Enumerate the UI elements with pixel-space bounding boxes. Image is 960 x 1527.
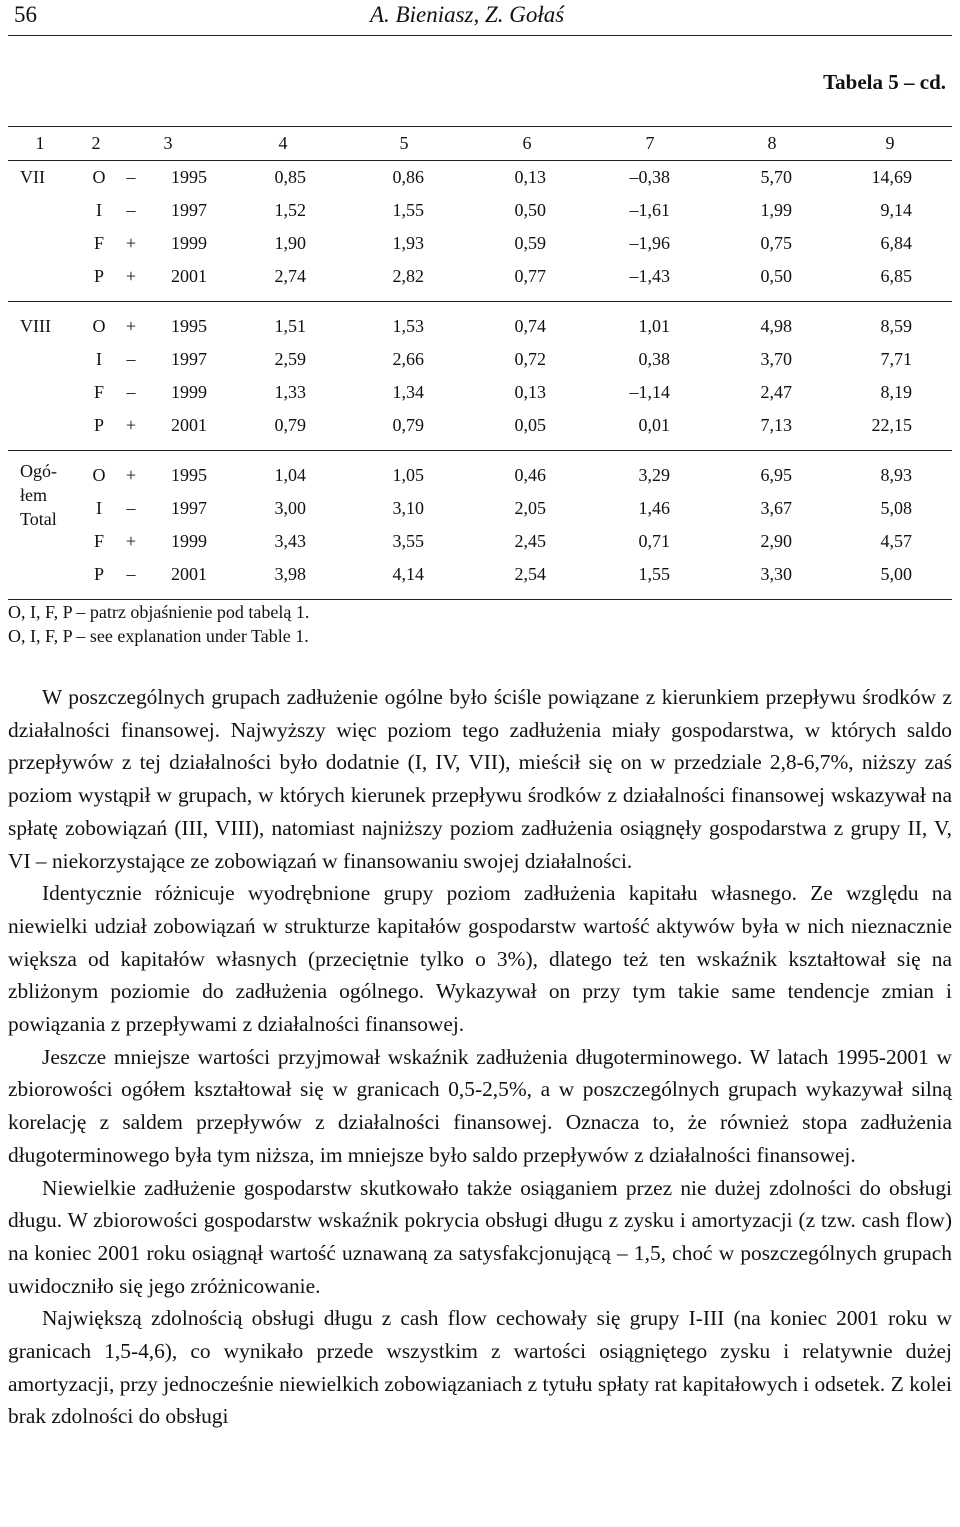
table-cell: 0,01 xyxy=(638,415,670,435)
table-cell: –1,43 xyxy=(629,266,670,286)
table-cell: 3,67 xyxy=(760,498,792,518)
table-cell: 0,50 xyxy=(760,266,792,286)
header-cell: 4 xyxy=(278,133,288,153)
group-label: VIII xyxy=(20,316,51,336)
paragraph: Identycznie różnicuje wyodrębnione grupy poziom zadłużenia kapitału własnego. Ze względu na niewielki udział zobowiązań w strukturze kapitałów gospodarstw wartość aktywów była w nich nieznacznie większa od kapitałów własnych (przeciętnie tylko o 3%), dlatego też ten wskaźnik kształtował się na zbliżonym poziomie do zadłużenia ogólnego. Wykazywał on przy tym takie same tendencje zmian i powiązania z przepływami z działalności finansowej. xyxy=(8,881,952,1037)
table-cell: 7,71 xyxy=(880,349,912,369)
group-label: VII xyxy=(20,167,45,187)
group-label: Ogó- łem Total xyxy=(20,461,57,529)
paragraph: W poszczególnych grupach zadłużenie ogólne było ściśle powiązane z kierunkiem przepływu środków z działalności finansowej. Najwyższy więc poziom tego zadłużenia miały gospodarstwa, w których saldo przepływów z tej działalności było dodatnie (I, IV, VII), mieścił się on w przedziale 2,8-6,7%, niższy zaś poziom wystąpił w grupach, w których kierunek przepływu środków z działalności finansowej wskazywał na spłatę zobowiązań (III, VIII), natomiast najniższy poziom zadłużenia osiągnęły gospodarstwa z grupy II, V, VI – niekorzystające ze zobowiązań w finansowaniu swojej działalności. xyxy=(8,685,952,873)
table-cell: 8,59 xyxy=(880,316,912,336)
table-cell: 0,59 xyxy=(514,233,546,253)
paragraph: Największą zdolnością obsługi długu z cash flow cechowały się grupy I-III (na koniec 2001 roku w granicach 1,5-4,6), co wynikało przede wszystkim z wartości osiągniętego zysku i relatywnie dużej amortyzacji, przy jednocześnie niewielkich zobowiązaniach z tytułu spłaty rat kapitałowych i odsetek. Z kolei brak zdolności do obsługi xyxy=(8,1306,952,1429)
table-cell: + xyxy=(125,233,137,253)
table-cell: 8,19 xyxy=(880,382,912,402)
table-cell: 0,79 xyxy=(392,415,424,435)
table-cell: 2,45 xyxy=(514,531,546,551)
table-cell: 0,05 xyxy=(514,415,546,435)
table-cell: 1,99 xyxy=(760,200,792,220)
table-cell: 9,14 xyxy=(880,200,912,220)
table-cell: 3,43 xyxy=(274,531,306,551)
table-cell: 2,59 xyxy=(274,349,306,369)
table-cell: 0,79 xyxy=(274,415,306,435)
table-cell: P xyxy=(93,415,104,435)
table-cell: 0,86 xyxy=(392,167,424,187)
table-cell: 1,34 xyxy=(392,382,424,402)
table-row xyxy=(8,376,952,409)
table-cell: 1,04 xyxy=(274,465,306,485)
table-cell: + xyxy=(125,415,137,435)
table-group xyxy=(8,301,952,450)
table-cell: – xyxy=(126,200,136,220)
header-cell: 2 xyxy=(91,133,101,153)
group-spacer xyxy=(8,442,952,450)
table-cell: 2,47 xyxy=(760,382,792,402)
body-text xyxy=(8,681,952,1433)
table-cell: P xyxy=(93,564,104,584)
table-cell: 4,14 xyxy=(392,564,424,584)
table-cell: 1,46 xyxy=(638,498,670,518)
table-cell: 2,66 xyxy=(392,349,424,369)
table-cell: 2,54 xyxy=(514,564,546,584)
table-cell: 3,30 xyxy=(760,564,792,584)
table-cell: 2001 xyxy=(171,266,207,286)
table-cell: 0,72 xyxy=(514,349,546,369)
table-cell: 0,13 xyxy=(514,167,546,187)
note-english: O, I, F, P – see explanation under Table 1. xyxy=(8,626,309,646)
table-cell: 1999 xyxy=(171,233,207,253)
table-cell: 1,01 xyxy=(638,316,670,336)
table-cell: 7,13 xyxy=(760,415,792,435)
page-number: 56 xyxy=(14,2,37,27)
table-cell: 2001 xyxy=(171,415,207,435)
table-cell: 0,46 xyxy=(514,465,546,485)
table-cell: 1,52 xyxy=(274,200,306,220)
table-row xyxy=(8,310,952,343)
table-cell: 0,13 xyxy=(514,382,546,402)
table-cell: 1995 xyxy=(171,167,207,187)
table-cell: F xyxy=(93,531,104,551)
table-cell: 4,57 xyxy=(880,531,912,551)
data-table xyxy=(8,126,952,600)
header-cell: 1 xyxy=(35,133,45,153)
table-cell: 3,10 xyxy=(392,498,424,518)
paragraph: Niewielkie zadłużenie gospodarstw skutkowało także osiąganiem przez nie dużej zdolności do obsługi długu. W zbiorowości gospodarstw wskaźnik pokrycia obsługi długu z zysku i amortyzacji (z tzw. cash flow) na koniec 2001 roku osiągnął wartość uznawaną za satysfakcjonującą – 1,5, choć w poszczególnych grupach uwidoczniło się jego zróżnicowanie. xyxy=(8,1175,952,1298)
note-polish: O, I, F, P – patrz objaśnienie pod tabelą 1. xyxy=(8,602,310,622)
table-cell: O xyxy=(92,465,106,485)
table-cell: – xyxy=(126,167,136,187)
table-cell: 1997 xyxy=(171,349,207,369)
table-cell: 2,74 xyxy=(274,266,306,286)
table-cell: –1,14 xyxy=(629,382,670,402)
table-cell: –0,38 xyxy=(629,167,670,187)
paragraph: Jeszcze mniejsze wartości przyjmował wskaźnik zadłużenia długoterminowego. W latach 1995-2001 w zbiorowości ogółem kształtował się w granicach 0,5-2,5%, a w poszczególnych grupach wykazywał silną korelację z saldem przepływów z działalności finansowej. Oznacza to, że również stopa zadłużenia długoterminowego była tym niższa, im mniejsze było saldo przepływów z działalności finansowej. xyxy=(8,1044,952,1167)
table-cell: 0,77 xyxy=(514,266,546,286)
table-cell: 2001 xyxy=(171,564,207,584)
table-cell: I xyxy=(96,200,102,220)
table-cell: I xyxy=(96,498,102,518)
table-cell: 1997 xyxy=(171,200,207,220)
table-cell: 5,08 xyxy=(880,498,912,518)
table-cell: –1,96 xyxy=(629,233,670,253)
header-cell: 3 xyxy=(163,133,173,153)
table-cell: O xyxy=(92,316,106,336)
header-cell: 7 xyxy=(645,133,655,153)
header-cell: 9 xyxy=(885,133,895,153)
header-cell: 5 xyxy=(399,133,409,153)
table-cell: 3,55 xyxy=(392,531,424,551)
running-head: A. Bieniasz, Z. Gołaś xyxy=(370,2,565,27)
table-group xyxy=(8,161,952,301)
page-header xyxy=(0,0,960,36)
table-cell: 2,90 xyxy=(760,531,792,551)
table-cell: 1995 xyxy=(171,465,207,485)
table-cell: 1999 xyxy=(171,531,207,551)
table-cell: F xyxy=(93,382,104,402)
table-cell: 6,95 xyxy=(760,465,792,485)
table-cell: + xyxy=(125,531,137,551)
table-cell: 3,00 xyxy=(274,498,306,518)
group-spacer xyxy=(8,591,952,599)
table-cell: 0,50 xyxy=(514,200,546,220)
table-cell: 0,74 xyxy=(514,316,546,336)
table-cell: 6,85 xyxy=(880,266,912,286)
table-cell: – xyxy=(126,498,136,518)
table-cell: 1,90 xyxy=(274,233,306,253)
table-cell: – xyxy=(126,564,136,584)
table-cell: 5,70 xyxy=(760,167,792,187)
table-cell: P xyxy=(93,266,104,286)
table-cell: 1997 xyxy=(171,498,207,518)
table-cell: 0,85 xyxy=(274,167,306,187)
table-cell: 0,75 xyxy=(760,233,792,253)
table-cell: + xyxy=(125,465,137,485)
header-cell: 8 xyxy=(767,133,777,153)
table-cell: I xyxy=(96,349,102,369)
table-cell: 4,98 xyxy=(760,316,792,336)
table-notes xyxy=(8,600,309,648)
group-spacer xyxy=(8,293,952,301)
table-cell: + xyxy=(125,316,137,336)
table-title: Tabela 5 – cd. xyxy=(823,70,946,94)
table-cell: 22,15 xyxy=(871,415,912,435)
table-body xyxy=(8,161,952,599)
table-cell: 1999 xyxy=(171,382,207,402)
table-cell: 2,82 xyxy=(392,266,424,286)
table-cell: – xyxy=(126,382,136,402)
table-cell: 6,84 xyxy=(880,233,912,253)
table-group xyxy=(8,450,952,599)
table-row xyxy=(8,558,952,591)
table-row xyxy=(8,343,952,376)
table-cell: 3,98 xyxy=(274,564,306,584)
table-row xyxy=(8,260,952,293)
table-row xyxy=(8,409,952,442)
table-cell: 0,38 xyxy=(638,349,670,369)
table-cell: 1,33 xyxy=(274,382,306,402)
table-row xyxy=(8,525,952,558)
table-cell: 1,93 xyxy=(392,233,424,253)
table-cell: 2,05 xyxy=(514,498,546,518)
table-row xyxy=(8,227,952,260)
table-cell: 1,05 xyxy=(392,465,424,485)
table-cell: 1,55 xyxy=(392,200,424,220)
table-cell: 3,29 xyxy=(638,465,670,485)
group-spacer xyxy=(8,451,952,459)
table-cell: 3,70 xyxy=(760,349,792,369)
table-cell: 1995 xyxy=(171,316,207,336)
header-rule xyxy=(8,35,952,36)
table-row xyxy=(8,459,952,492)
table-cell: 5,00 xyxy=(880,564,912,584)
table-cell: 14,69 xyxy=(871,167,912,187)
table-row xyxy=(8,161,952,194)
table-header-row xyxy=(8,127,952,161)
table-cell: 1,53 xyxy=(392,316,424,336)
table-cell: + xyxy=(125,266,137,286)
header-cell: 6 xyxy=(522,133,532,153)
table-cell: F xyxy=(93,233,104,253)
table-row xyxy=(8,492,952,525)
table-cell: 1,55 xyxy=(638,564,670,584)
table-cell: – xyxy=(126,349,136,369)
table-cell: –1,61 xyxy=(629,200,670,220)
table-cell: 1,51 xyxy=(274,316,306,336)
table-row xyxy=(8,194,952,227)
table-cell: 0,71 xyxy=(638,531,670,551)
table-cell: 8,93 xyxy=(880,465,912,485)
group-spacer xyxy=(8,302,952,310)
table-cell: O xyxy=(92,167,106,187)
